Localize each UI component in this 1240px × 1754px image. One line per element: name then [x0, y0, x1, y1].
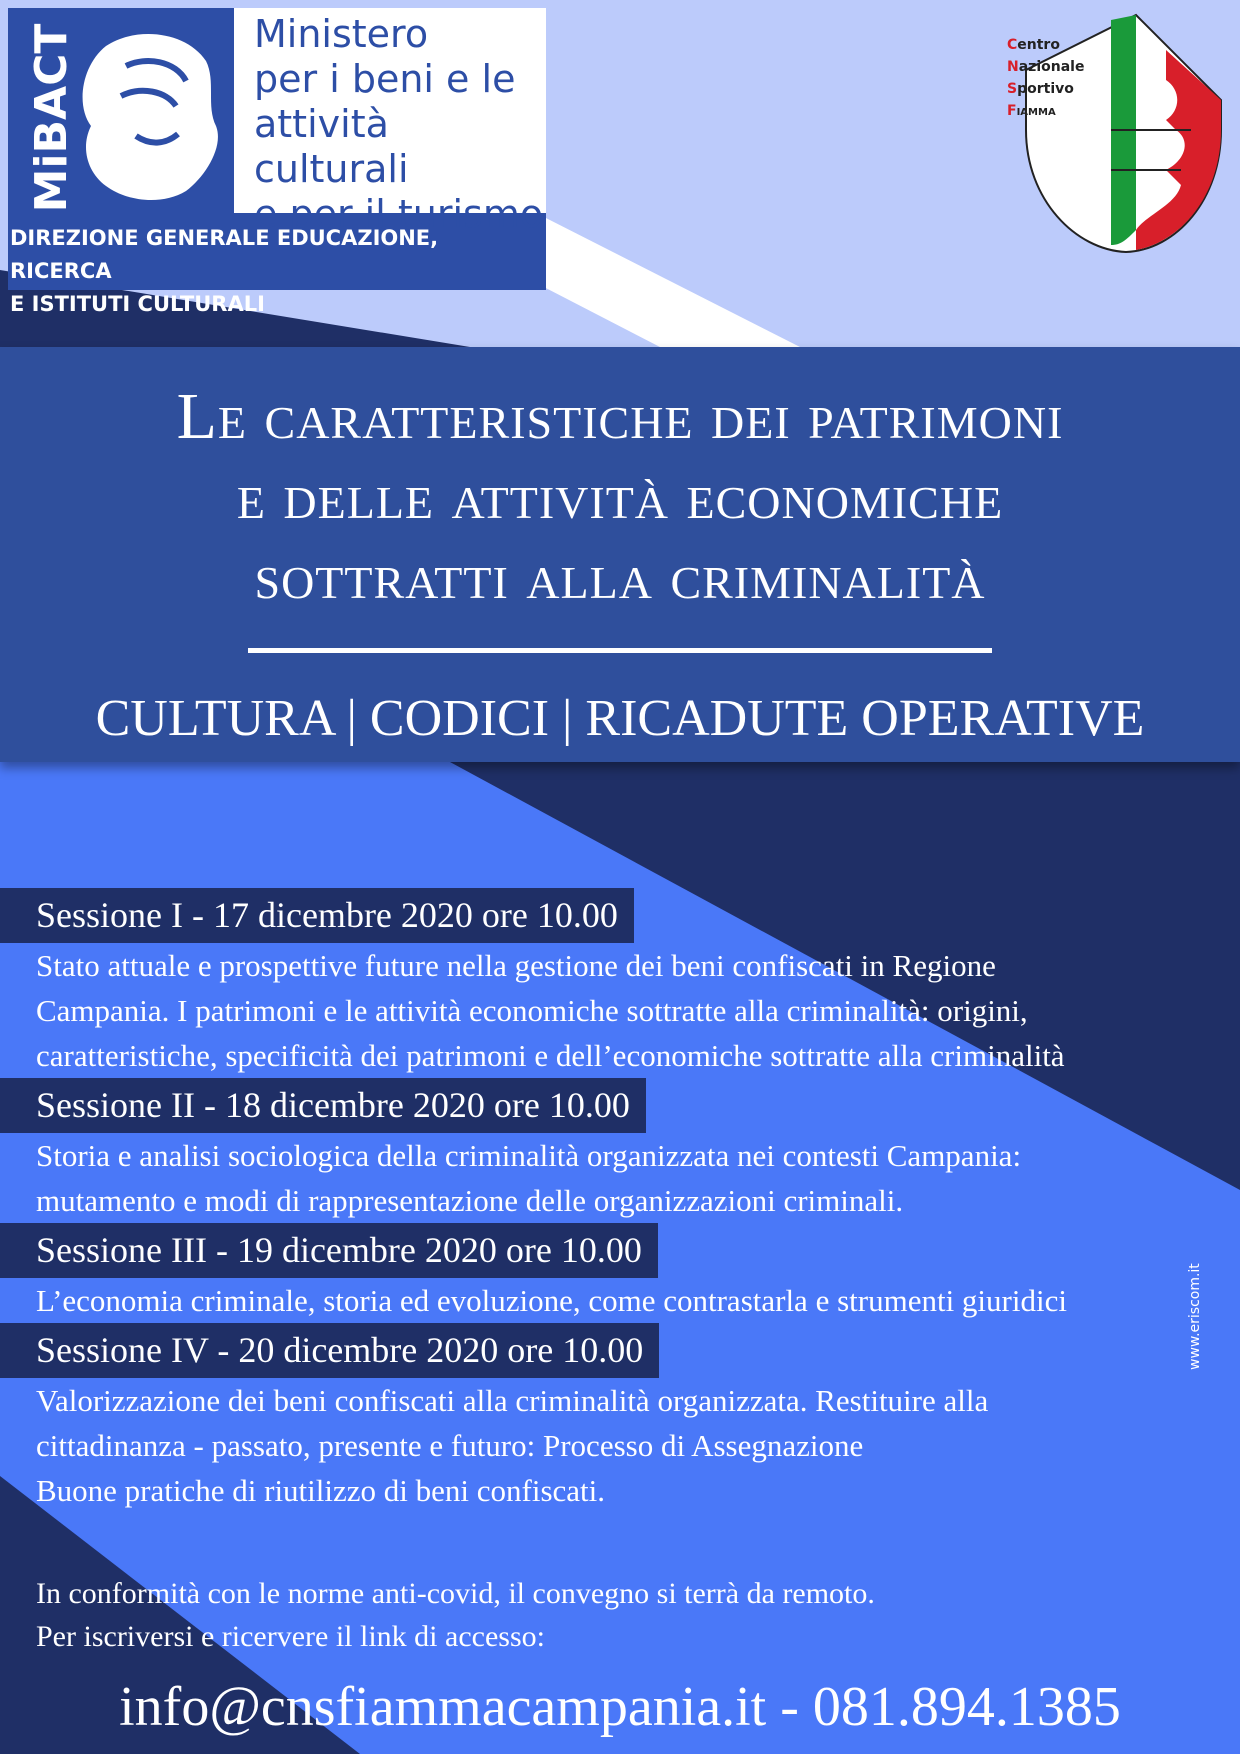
session-heading: Sessione III - 19 dicembre 2020 ore 10.00	[0, 1223, 658, 1278]
session-heading: Sessione IV - 20 dicembre 2020 ore 10.00	[0, 1323, 659, 1378]
direzione-label: DIREZIONE GENERALE EDUCAZIONE, RICERCA E ISTITUTI CULTURALI	[10, 226, 439, 316]
session-item	[0, 1223, 1240, 1323]
title-divider	[248, 648, 992, 653]
covid-note: In conformità con le norme anti-covid, il convegno si terrà da remoto. Per iscriversi e ricervere il link di accesso:	[36, 1577, 875, 1653]
session-heading: Sessione I - 17 dicembre 2020 ore 10.00	[0, 888, 634, 943]
session-description: Valorizzazione dei beni confiscati alla criminalità organizzata. Restituire alla cittadinanza - passato, presente e futuro: Processo di Assegnazione Buone pratiche di riutilizzo di beni confiscati.	[36, 1383, 989, 1508]
designer-credit: www.eriscom.it	[1187, 1263, 1203, 1370]
mibact-head-emblem	[66, 26, 226, 206]
mibact-logo	[8, 8, 546, 316]
session-description: Storia e analisi sociologica della criminalità organizzata nei contesti Campania: mutamento e modi di rappresentazione delle organizzazioni criminali.	[36, 1138, 1022, 1218]
event-subtitle: CULTURA | CODICI | RICADUTE OPERATIVE	[95, 690, 1145, 747]
fiamma-line: Centro	[1007, 37, 1060, 53]
event-title: Le caratteristiche dei patrimoni e delle attività economiche sottratti alla criminalità	[176, 380, 1064, 613]
ministry-name: Ministero per i beni e le attività culturali e per il turismo	[254, 12, 544, 236]
mibact-wordmark: MiBACT	[26, 23, 77, 213]
session-item	[0, 888, 1240, 1078]
mibact-name-box	[234, 8, 546, 236]
cns-fiamma-logo	[1000, 10, 1230, 260]
session-item	[0, 1323, 1240, 1513]
contact-info[interactable]: info@cnsfiammacampania.it - 081.894.1385	[119, 1676, 1121, 1738]
session-description: L’economia criminale, storia ed evoluzione, come contrastarla e strumenti giuridici	[36, 1283, 1067, 1318]
fiamma-line: Nazionale	[1007, 59, 1085, 75]
fiamma-name	[1007, 34, 1084, 122]
session-description: Stato attuale e prospettive future nella gestione dei beni confiscati in Regione Campania. I patrimoni e le attività economiche sottratte alla criminalità: origini, caratteristiche, specificità dei patrimoni e dell’economiche sottratte alla criminalità	[36, 948, 1065, 1073]
sessions-list	[0, 888, 1240, 1513]
fiamma-line: Sportivo	[1007, 81, 1074, 97]
fiamma-line: Fiamma	[1007, 103, 1056, 119]
title-band	[0, 347, 1240, 762]
session-heading: Sessione II - 18 dicembre 2020 ore 10.00	[0, 1078, 646, 1133]
session-item	[0, 1078, 1240, 1223]
